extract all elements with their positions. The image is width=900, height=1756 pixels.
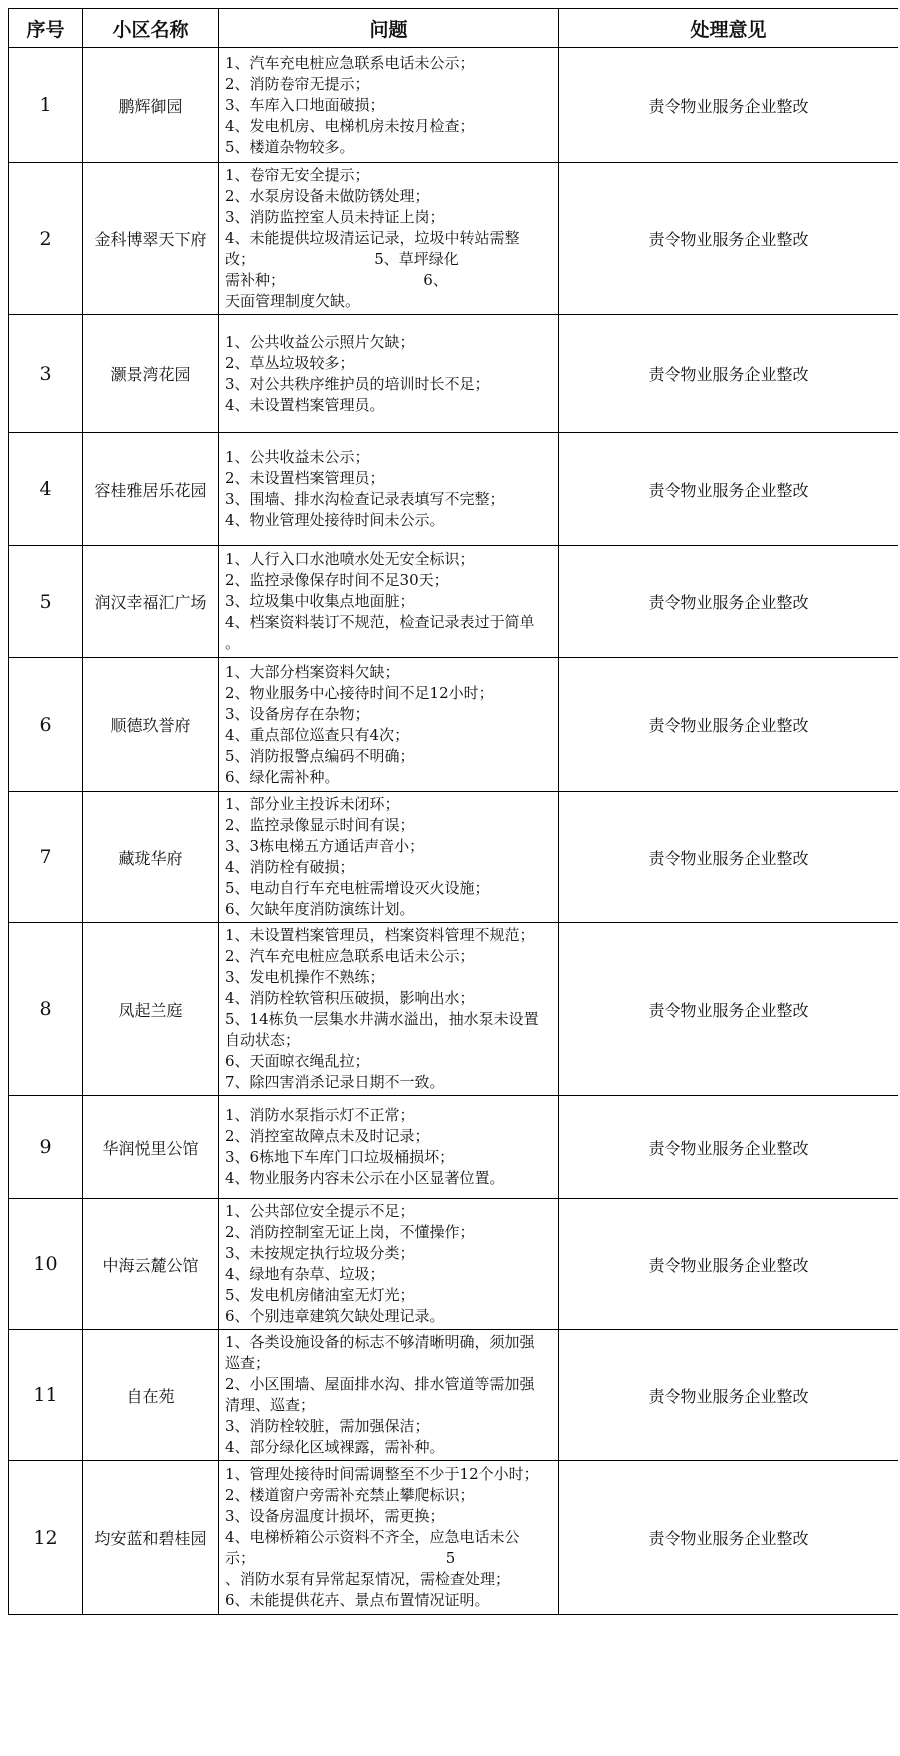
row-community-name: 顺德玖誉府 [83,658,219,792]
row-serial-number: 1 [9,48,83,163]
issue-line: 6、天面晾衣绳乱拉； [225,1052,370,1070]
issue-line: 2、楼道窗户旁需补充禁止攀爬标识； [225,1486,475,1504]
row-community-name: 灏景湾花园 [83,315,219,433]
issue-line: 1、人行入口水池喷水处无安全标识； [225,550,475,568]
issue-line: 2、水泵房设备未做防锈处理； [225,187,430,205]
document-page [8,8,898,1756]
issue-line: 4、电梯桥箱公示资料不齐全，应急电话未公 [225,1528,520,1546]
row-serial-number: 2 [9,163,83,315]
issue-line: 4、未设置档案管理员。 [225,395,385,414]
table-row [9,48,899,163]
row-action: 责令物业服务企业整改 [559,1199,899,1330]
row-action: 责令物业服务企业整改 [559,433,899,546]
table-header-row [9,9,899,48]
table-row [9,1330,899,1461]
issue-line: 1、汽车充电桩应急联系电话未公示； [225,53,475,72]
issue-line: 1、公共收益公示照片欠缺； [225,332,415,351]
row-action: 责令物业服务企业整改 [559,48,899,163]
issue-line: 4、物业服务内容未公示在小区显著位置。 [225,1169,505,1187]
issue-line: 2、消控室故障点未及时记录； [225,1127,430,1145]
table-row [9,315,899,433]
issue-line: 示； 5 [225,1549,456,1567]
row-issues-list [219,1199,559,1330]
row-issues-list [219,433,559,546]
row-action: 责令物业服务企业整改 [559,163,899,315]
issue-line: 1、各类设施设备的标志不够清晰明确，须加强 [225,1333,535,1351]
issue-line: 3、3栋电梯五方通话声音小； [225,837,425,855]
issue-line: 4、未能提供垃圾清运记录，垃圾中转站需整 [225,229,520,247]
issue-line: 自动状态； [225,1031,301,1049]
issue-line: 2、草丛垃圾较多； [225,353,355,372]
issue-line: 5、14栋负一层集水井满水溢出，抽水泵未设置 [225,1010,539,1028]
issue-line: 3、垃圾集中收集点地面脏； [225,592,415,610]
issue-line: 3、6栋地下车库门口垃圾桶损坏； [225,1148,455,1166]
issue-line: 6、个别违章建筑欠缺处理记录。 [225,1307,445,1325]
issue-line: 3、消防监控室人员未持证上岗； [225,208,445,226]
row-issues-list [219,1461,559,1615]
row-issues-list [219,658,559,792]
row-action: 责令物业服务企业整改 [559,792,899,923]
row-action: 责令物业服务企业整改 [559,315,899,433]
row-community-name: 润汉幸福汇广场 [83,546,219,658]
issue-line: 2、小区围墙、屋面排水沟、排水管道等需加强 [225,1375,535,1393]
row-serial-number: 12 [9,1461,83,1615]
issue-line: 1、大部分档案资料欠缺； [225,662,400,681]
issue-line: 5、发电机房储油室无灯光； [225,1286,415,1304]
issue-line: 1、卷帘无安全提示； [225,166,370,184]
row-serial-number: 5 [9,546,83,658]
issue-line: 清理、巡查； [225,1396,316,1414]
table-body [9,48,899,1615]
table-row [9,1096,899,1199]
issue-line: 4、绿地有杂草、垃圾； [225,1265,385,1283]
issue-line: 3、对公共秩序维护员的培训时长不足； [225,374,490,393]
row-serial-number: 6 [9,658,83,792]
issue-line: 2、消防卷帘无提示； [225,74,370,93]
issue-line: 3、车库入口地面破损； [225,95,385,114]
issue-line: 2、监控录像显示时间有误； [225,816,415,834]
issue-line: 4、消防栓软管积压破损，影响出水； [225,989,475,1007]
table-row [9,163,899,315]
table-row [9,792,899,923]
issue-line: 3、未按规定执行垃圾分类； [225,1244,415,1262]
table-row [9,1461,899,1615]
issue-line: 4、物业管理处接待时间未公示。 [225,511,445,529]
row-action: 责令物业服务企业整改 [559,923,899,1096]
row-community-name: 容桂雅居乐花园 [83,433,219,546]
issue-line: 2、监控录像保存时间不足30天； [225,571,449,589]
table-row [9,658,899,792]
row-issues-list [219,546,559,658]
row-serial-number: 9 [9,1096,83,1199]
row-issues-list [219,315,559,433]
row-action: 责令物业服务企业整改 [559,1330,899,1461]
issue-line: 需补种； 6、 [225,271,448,289]
issue-line: 4、档案资料装订不规范，检查记录表过于简单 [225,613,535,631]
issue-line: 、消防水泵有异常起泵情况，需检查处理； [225,1570,511,1588]
row-community-name: 均安蓝和碧桂园 [83,1461,219,1615]
row-action: 责令物业服务企业整改 [559,1461,899,1615]
row-serial-number: 8 [9,923,83,1096]
issue-line: 7、除四害消杀记录日期不一致。 [225,1073,445,1091]
issue-line: 巡查； [225,1354,271,1372]
issue-line: 1、公共收益未公示； [225,448,370,466]
issue-line: 2、汽车充电桩应急联系电话未公示； [225,947,475,965]
row-community-name: 金科博翠天下府 [83,163,219,315]
row-community-name: 中海云麓公馆 [83,1199,219,1330]
row-serial-number: 10 [9,1199,83,1330]
header-community-name: 小区名称 [83,9,219,48]
row-issues-list [219,163,559,315]
issue-line: 6、未能提供花卉、景点布置情况证明。 [225,1591,490,1609]
table-row [9,546,899,658]
issue-line: 3、发电机操作不熟练； [225,968,385,986]
issue-line: 4、发电机房、电梯机房未按月检查； [225,116,475,135]
issue-line: 。 [225,634,241,652]
row-community-name: 藏珑华府 [83,792,219,923]
issue-line: 5、楼道杂物较多。 [225,137,355,156]
issue-line: 2、消防控制室无证上岗，不懂操作； [225,1223,475,1241]
row-issues-list [219,1330,559,1461]
issue-line: 6、欠缺年度消防演练计划。 [225,900,415,918]
row-issues-list [219,792,559,923]
issue-line: 3、设备房存在杂物； [225,704,370,723]
header-action: 处理意见 [559,9,899,48]
issue-line: 1、消防水泵指示灯不正常； [225,1106,415,1124]
row-serial-number: 4 [9,433,83,546]
header-issues: 问题 [219,9,559,48]
issue-line: 2、物业服务中心接待时间不足12小时； [225,683,494,702]
row-community-name: 华润悦里公馆 [83,1096,219,1199]
table-row [9,923,899,1096]
table-row [9,1199,899,1330]
issue-line: 1、管理处接待时间需调整至不少于12个小时； [225,1465,539,1483]
issue-line: 1、公共部位安全提示不足； [225,1202,415,1220]
issue-line: 6、绿化需补种。 [225,767,340,786]
issue-line: 改； 5、草坪绿化 [225,250,459,268]
issue-line: 5、消防报警点编码不明确； [225,746,415,765]
row-issues-list [219,1096,559,1199]
row-action: 责令物业服务企业整改 [559,1096,899,1199]
issue-line: 1、部分业主投诉未闭环； [225,795,400,813]
header-serial: 序号 [9,9,83,48]
row-action: 责令物业服务企业整改 [559,658,899,792]
row-action: 责令物业服务企业整改 [559,546,899,658]
inspection-table [8,8,898,1615]
issue-line: 3、围墙、排水沟检查记录表填写不完整； [225,490,505,508]
row-issues-list [219,48,559,163]
issue-line: 4、部分绿化区域裸露，需补种。 [225,1438,445,1456]
issue-line: 4、重点部位巡查只有4次； [225,725,410,744]
row-serial-number: 3 [9,315,83,433]
row-community-name: 自在苑 [83,1330,219,1461]
issue-line: 1、未设置档案管理员，档案资料管理不规范； [225,926,535,944]
row-serial-number: 7 [9,792,83,923]
row-community-name: 鹏辉御园 [83,48,219,163]
row-serial-number: 11 [9,1330,83,1461]
row-issues-list [219,923,559,1096]
issue-line: 3、消防栓较脏，需加强保洁； [225,1417,430,1435]
row-community-name: 凤起兰庭 [83,923,219,1096]
issue-line: 天面管理制度欠缺。 [225,292,361,310]
issue-line: 4、消防栓有破损； [225,858,355,876]
issue-line: 5、电动自行车充电桩需增设灭火设施； [225,879,490,897]
issue-line: 3、设备房温度计损坏，需更换； [225,1507,445,1525]
table-row [9,433,899,546]
issue-line: 2、未设置档案管理员； [225,469,385,487]
